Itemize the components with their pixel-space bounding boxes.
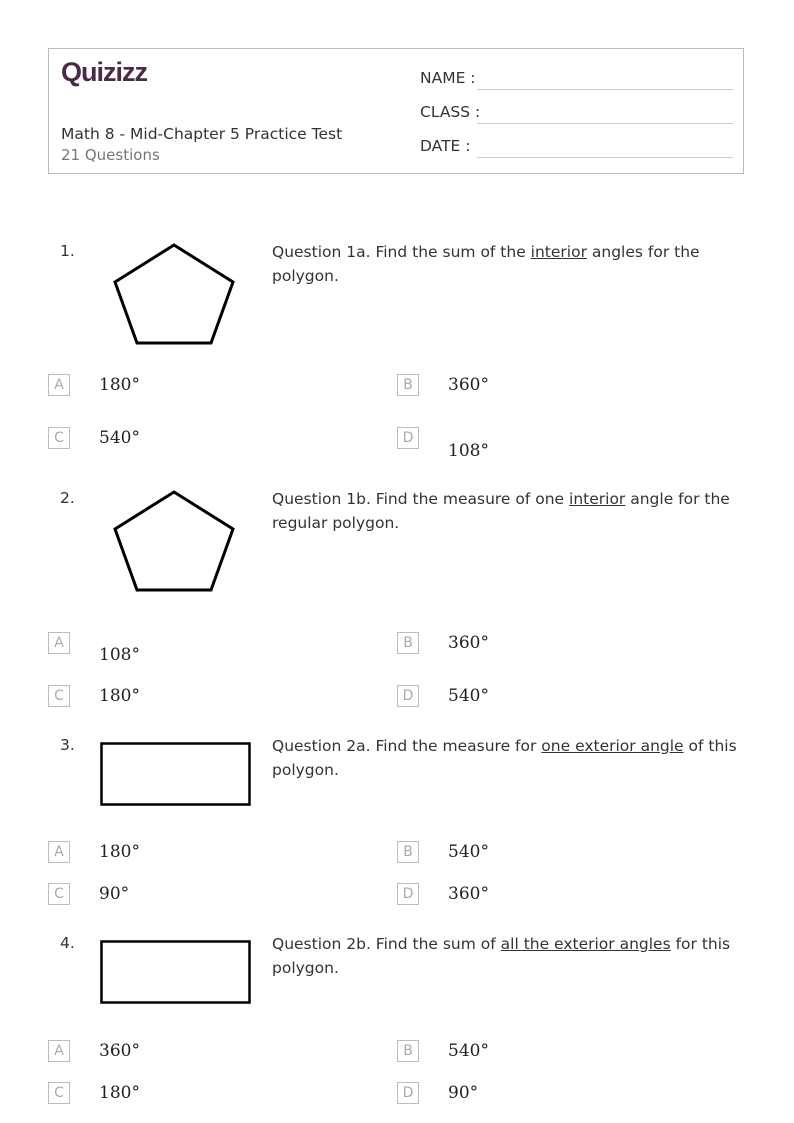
question-count: 21 Questions: [61, 146, 160, 164]
question-number: 4.: [60, 934, 75, 952]
question-number: 3.: [60, 736, 75, 754]
test-title: Math 8 - Mid-Chapter 5 Practice Test: [61, 125, 343, 143]
option-b-box[interactable]: B: [397, 374, 419, 396]
rectangle-figure: [99, 741, 252, 807]
question-text: Question 1b. Find the measure of one interior angle for the regular polygon.: [272, 490, 730, 532]
option-c-box[interactable]: C: [48, 883, 70, 905]
option-b-value: 540°: [448, 842, 489, 862]
question-number: 2.: [60, 489, 75, 507]
date-label: DATE :: [420, 137, 471, 155]
option-c-box[interactable]: C: [48, 1082, 70, 1104]
option-b-box[interactable]: B: [397, 632, 419, 654]
option-a-box[interactable]: A: [48, 632, 70, 654]
name-line[interactable]: [477, 89, 733, 90]
option-c-value: 180°: [99, 686, 140, 706]
pentagon-figure: [108, 485, 242, 597]
option-b-value: 540°: [448, 1041, 489, 1061]
option-c-value: 90°: [99, 884, 130, 904]
option-b-value: 360°: [448, 633, 489, 653]
option-d-value: 540°: [448, 686, 489, 706]
option-a-box[interactable]: A: [48, 374, 70, 396]
question-number: 1.: [60, 242, 75, 260]
quizizz-logo: [61, 57, 147, 88]
question-text: Question 2b. Find the sum of all the exterior angles for this polygon.: [272, 935, 731, 977]
option-c-box[interactable]: C: [48, 427, 70, 449]
option-c-box[interactable]: C: [48, 685, 70, 707]
option-d-box[interactable]: D: [397, 1082, 419, 1104]
option-d-box[interactable]: D: [397, 427, 419, 449]
name-label: NAME :: [420, 69, 476, 87]
option-d-value: 360°: [448, 884, 489, 904]
option-d-value: 90°: [448, 1083, 479, 1103]
option-d-value: 108°: [448, 441, 489, 461]
option-a-box[interactable]: A: [48, 1040, 70, 1062]
worksheet-header: [48, 48, 744, 174]
option-a-value: 360°: [99, 1041, 140, 1061]
option-b-box[interactable]: B: [397, 841, 419, 863]
option-a-value: 108°: [99, 645, 140, 665]
option-a-box[interactable]: A: [48, 841, 70, 863]
class-label: CLASS :: [420, 103, 481, 121]
class-line[interactable]: [477, 123, 733, 124]
option-a-value: 180°: [99, 842, 140, 862]
date-line[interactable]: [477, 157, 733, 158]
question-text: Question 1a. Find the sum of the interior angles for the polygon.: [272, 243, 700, 285]
option-b-value: 360°: [448, 375, 489, 395]
question-text: Question 2a. Find the measure for one exterior angle of this polygon.: [272, 737, 737, 779]
pentagon-figure: [108, 238, 242, 350]
option-c-value: 180°: [99, 1083, 140, 1103]
option-c-value: 540°: [99, 428, 140, 448]
option-d-box[interactable]: D: [397, 685, 419, 707]
rectangle-figure: [99, 939, 252, 1005]
option-a-value: 180°: [99, 375, 140, 395]
option-d-box[interactable]: D: [397, 883, 419, 905]
logo-text: Quizizz: [61, 57, 147, 87]
option-b-box[interactable]: B: [397, 1040, 419, 1062]
